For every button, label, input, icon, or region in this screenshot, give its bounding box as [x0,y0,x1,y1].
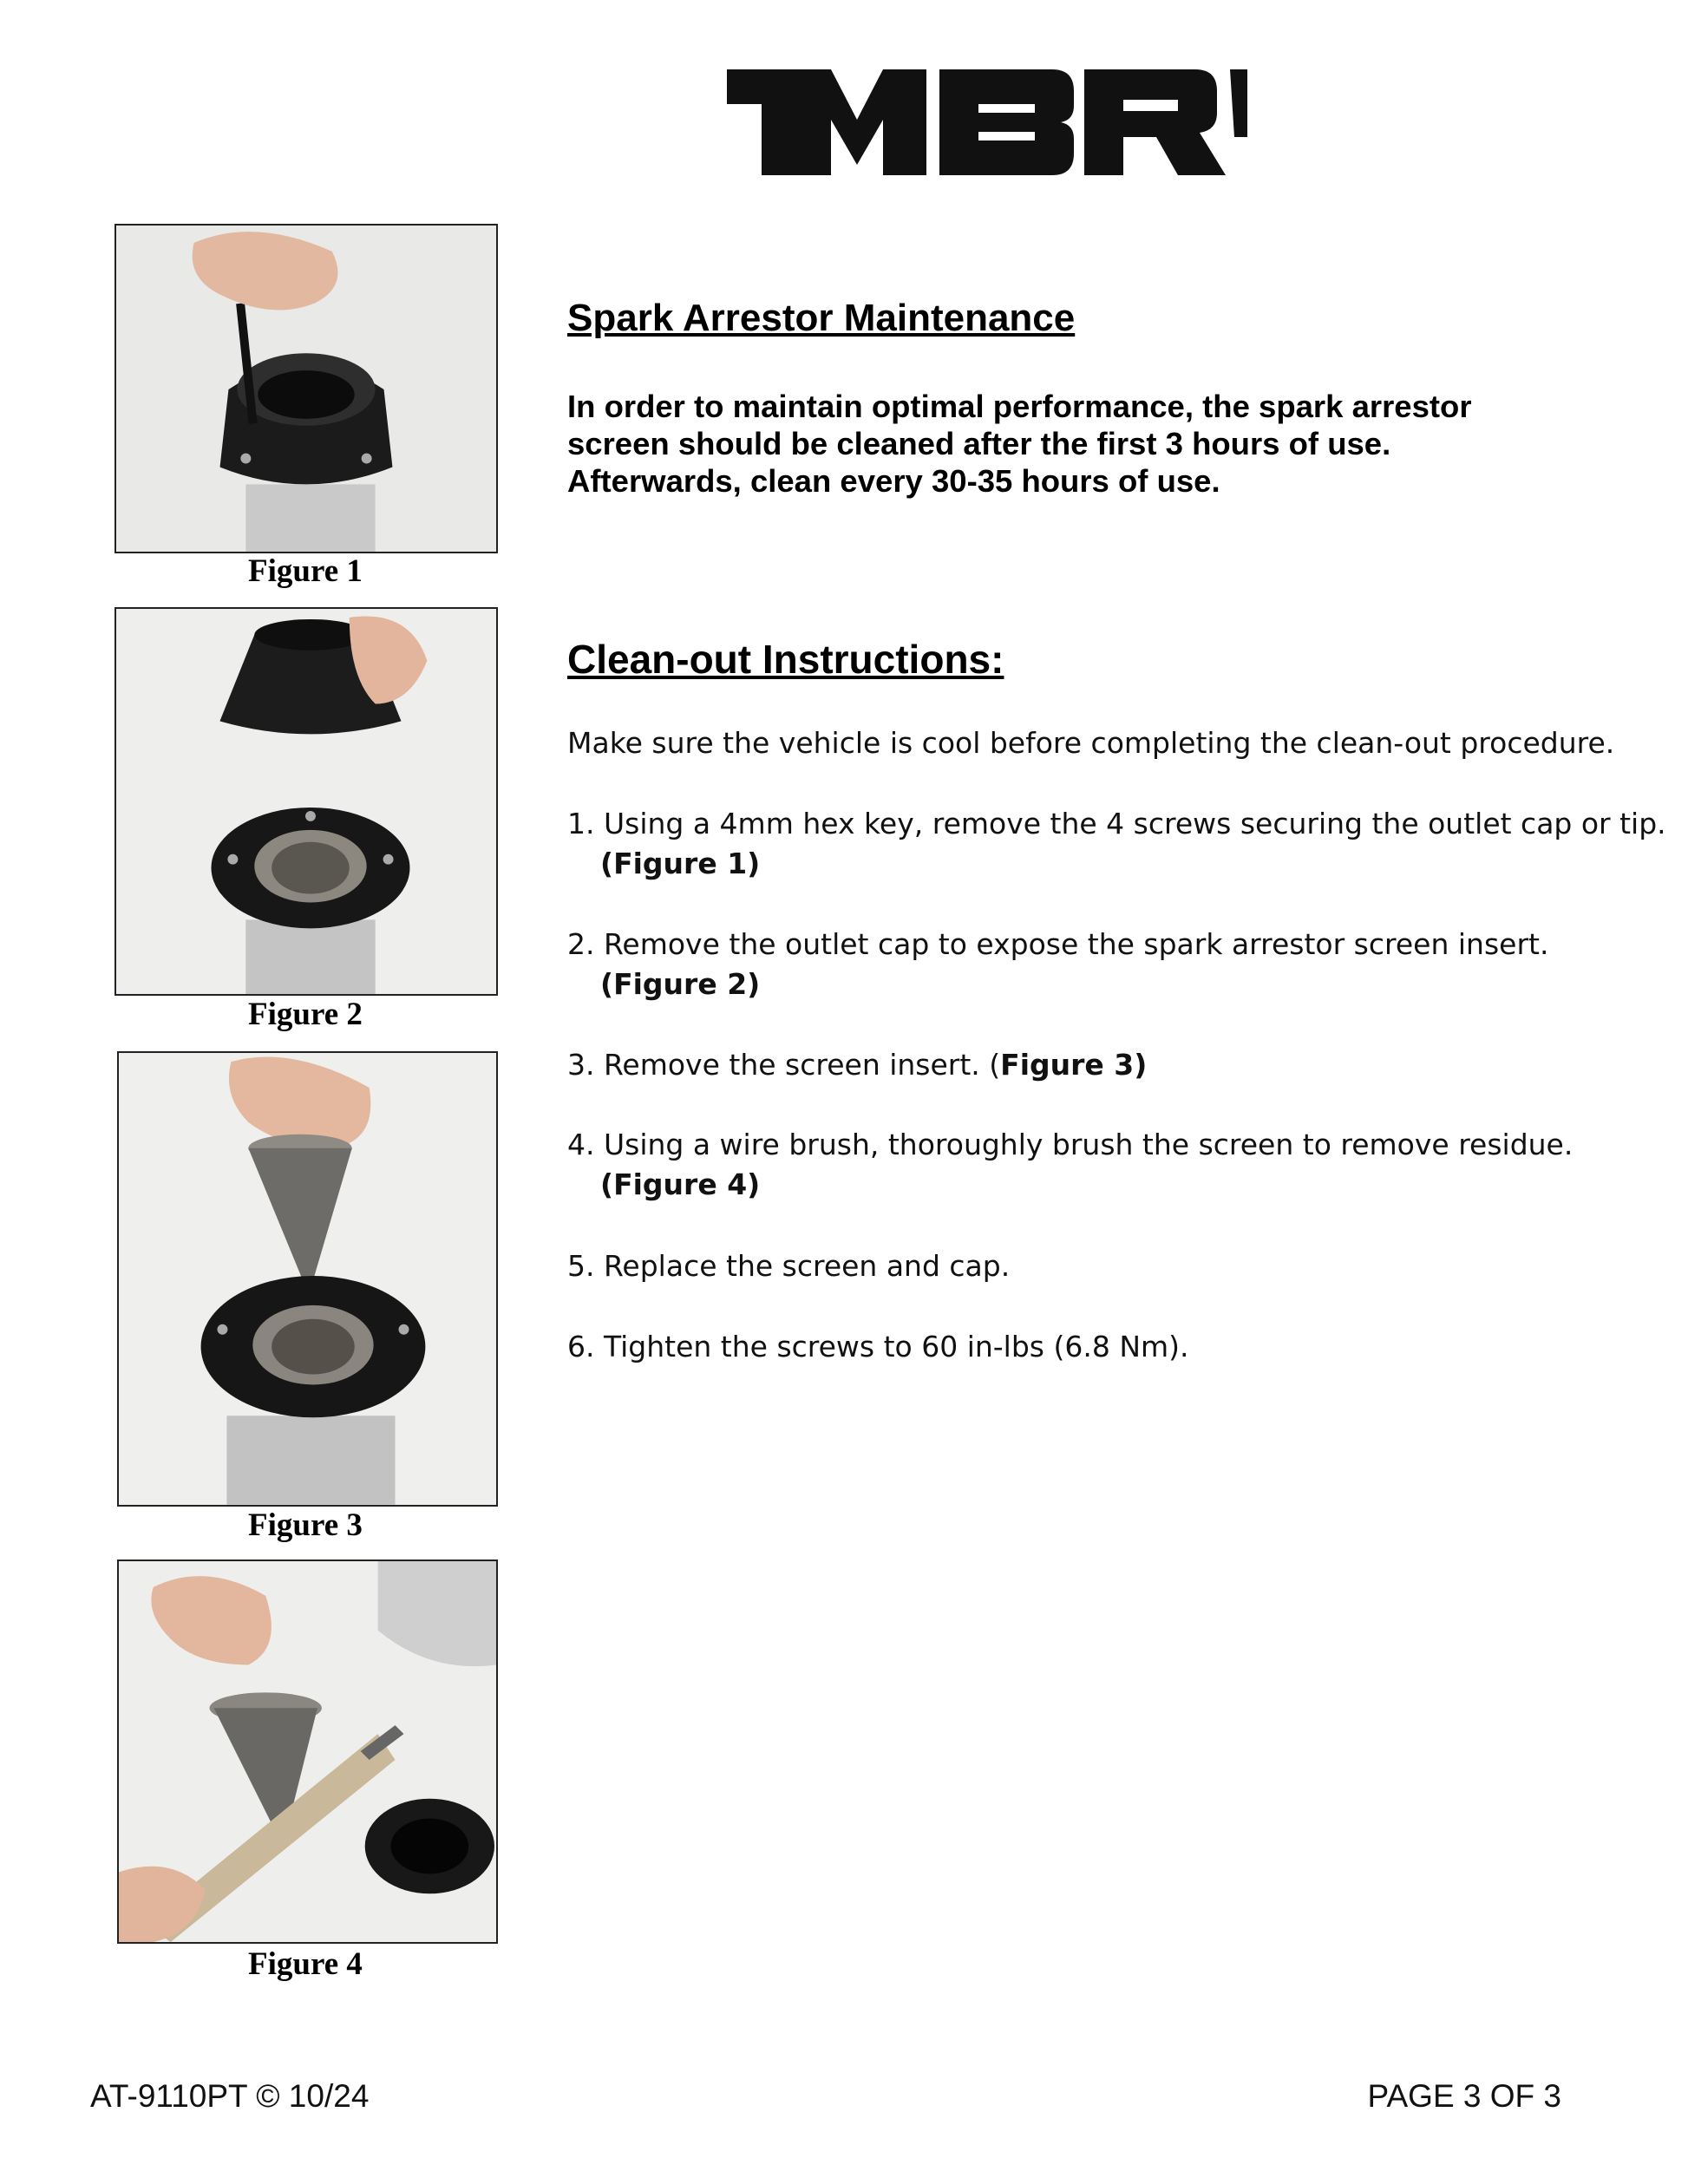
step-6 [567,1327,1189,1367]
step-4-text: 4. Using a wire brush, thoroughly brush the screen to remove residue. [567,1128,1574,1161]
step-3 [567,1045,1147,1085]
outlet-cap-removed-photo [116,609,496,994]
figure-1-caption: Figure 1 [248,553,363,589]
step-3-ref: Figure 3) [1000,1048,1148,1082]
cleanout-heading: Clean-out Instructions: [567,637,1004,682]
maintenance-line-2: screen should be cleaned after the first 3 hours of use. [567,426,1391,461]
step-6-text: 6. Tighten the screws to 60 in-lbs (6.8 Nm). [567,1330,1189,1363]
mbrp-logo [727,69,1247,175]
figure-3-caption: Figure 3 [248,1507,363,1543]
step-2-ref: (Figure 2) [600,967,761,1001]
step-5-text: 5. Replace the screen and cap. [567,1249,1011,1283]
step-4-ref: (Figure 4) [600,1167,761,1201]
step-2-text: 2. Remove the outlet cap to expose the spark arrestor screen insert. [567,927,1549,961]
step-3-text: 3. Remove the screen insert. ( [567,1048,1001,1082]
step-1-ref: (Figure 1) [600,847,761,880]
footer-doc-id: AT-9110PT © 10/24 [90,2078,370,2114]
wire-brush-screen-photo [119,1561,496,1942]
step-1 [567,804,1666,884]
step-5 [567,1246,1010,1286]
step-1-text: 1. Using a 4mm hex key, remove the 4 screws securing the outlet cap or tip. [567,807,1666,840]
screen-insert-removed-photo [119,1053,496,1505]
figure-1-photo [114,224,498,553]
step-2 [567,925,1548,1004]
maintenance-line-3: Afterwards, clean every 30-35 hours of use. [567,463,1220,499]
maintenance-intro [567,388,1574,500]
maintenance-line-1: In order to maintain optimal performance, the spark arrestor [567,389,1472,424]
figure-4-photo [117,1560,498,1944]
step-4 [567,1125,1573,1205]
figure-4-caption: Figure 4 [248,1946,363,1982]
hex-key-removing-screw-photo [116,226,496,552]
cleanout-note: Make sure the vehicle is cool before completing the clean-out procedure. [567,726,1615,760]
figure-3-photo [117,1051,498,1507]
maintenance-heading: Spark Arrestor Maintenance [567,297,1076,339]
figure-2-photo [114,607,498,996]
figure-2-caption: Figure 2 [248,997,363,1032]
footer-page-number: PAGE 3 OF 3 [1367,2078,1561,2114]
